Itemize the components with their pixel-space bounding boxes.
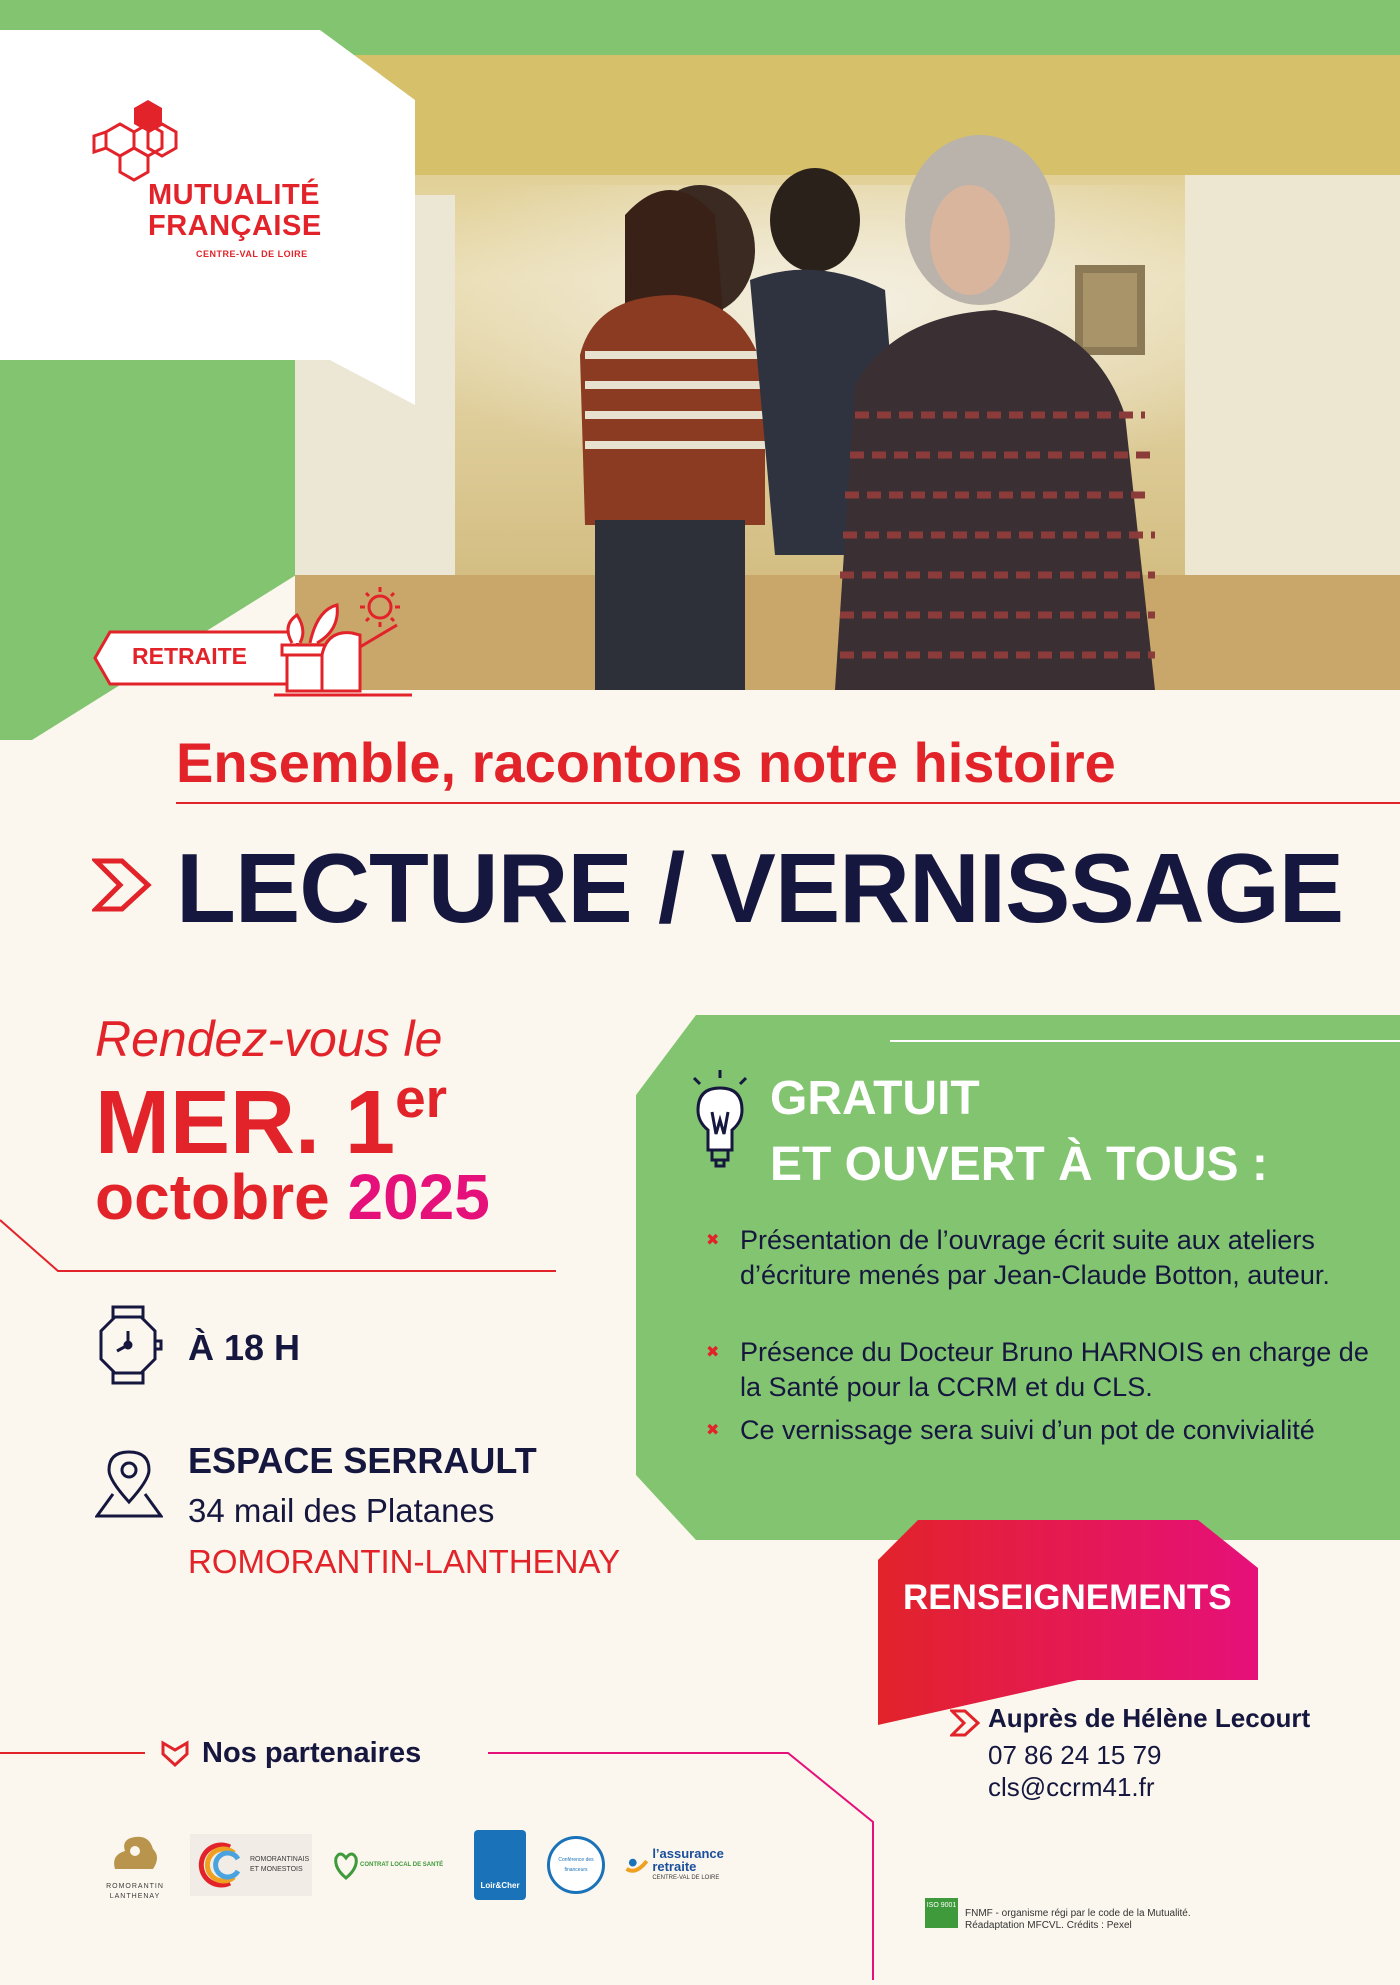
contact-phone[interactable]: 07 86 24 15 79	[988, 1740, 1162, 1770]
venue-city: ROMORANTIN-LANTHENAY	[188, 1543, 621, 1580]
partner-logo-cls	[330, 1825, 452, 1905]
logo-region: CENTRE-VAL DE LOIRE	[196, 249, 308, 259]
garden-watering-can-icon	[272, 585, 417, 705]
partner-sub: CENTRE-VAL DE LOIRE	[652, 1875, 720, 1881]
event-time: À 18 H	[188, 1327, 301, 1368]
venue-name: ESPACE SERRAULT	[188, 1440, 537, 1481]
month-text: octobre	[95, 1161, 330, 1233]
heart-leaf-icon	[332, 1848, 360, 1882]
iso-badge: ISO 9001	[925, 1898, 958, 1928]
highlight-item	[706, 1413, 1390, 1448]
dragon-crest-icon	[107, 1829, 163, 1877]
highlight-text: Présence du Docteur Bruno HARNOIS en charge de la Santé pour la CCRM et du CLS.	[740, 1337, 1369, 1402]
contact-email[interactable]: cls@ccrm41.fr	[988, 1772, 1155, 1802]
footer-note	[965, 1908, 1191, 1932]
footer-line1: FNMF - organisme régi par le code de la Mutualité.	[965, 1908, 1191, 1919]
highlight-text: Présentation de l’ouvrage écrit suite aux ateliers d’écriture menés par Jean-Claude Botton, auteur.	[740, 1225, 1330, 1290]
retraite-label: RETRAITE	[132, 643, 247, 669]
partner-name: ROMORANTINAIS ET MONESTOIS	[250, 1856, 310, 1873]
map-pin-icon	[95, 1450, 163, 1525]
partner-logo-conference	[545, 1825, 607, 1905]
partner-name: Loir&Cher	[480, 1881, 520, 1890]
partner-logo-loir-cher	[472, 1825, 528, 1905]
partner-name: CONTRAT LOCAL DE SANTÉ	[360, 1862, 444, 1868]
day-text: MER. 1	[95, 1073, 396, 1173]
info-badge	[878, 1520, 1258, 1730]
venue-street: 34 mail des Platanes	[188, 1492, 495, 1529]
rendezvous-label: Rendez-vous le	[95, 1011, 443, 1067]
subtitle-underline	[176, 802, 1400, 804]
hero-photo	[295, 55, 1400, 690]
bullet-icon: ✖	[706, 1422, 720, 1439]
chevron-right-icon	[950, 1708, 980, 1743]
partner-name: ROMORANTIN LANTHENAY	[106, 1882, 164, 1900]
watch-icon	[95, 1305, 163, 1390]
bullet-icon: ✖	[706, 1344, 720, 1361]
logo-name: MUTUALITÉ FRANÇAISE	[148, 179, 322, 242]
partners-line-left	[0, 1752, 145, 1754]
highlights-title	[770, 1066, 1268, 1198]
partner-logo-romorantin	[95, 1825, 175, 1905]
partner-logo-ccrm	[190, 1825, 312, 1905]
year-text: 2025	[347, 1161, 490, 1233]
info-label: RENSEIGNEMENTS	[903, 1578, 1232, 1617]
date-divider	[0, 1215, 560, 1280]
footer-line2: Réadaptation MFCVL. Crédits : Pexel	[965, 1920, 1132, 1931]
highlights-title-line2: ET OUVERT À TOUS :	[770, 1138, 1268, 1191]
partner-name: Conférence des financeurs	[558, 1857, 594, 1873]
partner-logo-assurance-retraite	[625, 1825, 745, 1905]
highlights-title-line1: GRATUIT	[770, 1072, 980, 1125]
highlights-top-line	[890, 1040, 1400, 1042]
partners-title: Nos partenaires	[202, 1737, 422, 1769]
heart-icon	[160, 1738, 190, 1773]
chevron-right-icon	[92, 855, 152, 920]
rainbow-c-icon	[190, 1837, 246, 1893]
partner-name: l’assurance retraite	[652, 1846, 724, 1874]
highlight-item	[706, 1335, 1390, 1405]
highlight-text: Ce vernissage sera suivi d’un pot de convivialité	[740, 1415, 1315, 1445]
bullet-icon: ✖	[706, 1232, 720, 1249]
day-suffix: er	[395, 1067, 448, 1129]
contact-name: Auprès de Hélène Lecourt	[988, 1703, 1311, 1733]
event-title: LECTURE / VERNISSAGE	[176, 833, 1344, 943]
sun-swoosh-icon	[625, 1852, 648, 1878]
highlight-item	[706, 1223, 1390, 1293]
lightbulb-icon	[690, 1070, 750, 1175]
subtitle: Ensemble, racontons notre histoire	[176, 731, 1116, 794]
